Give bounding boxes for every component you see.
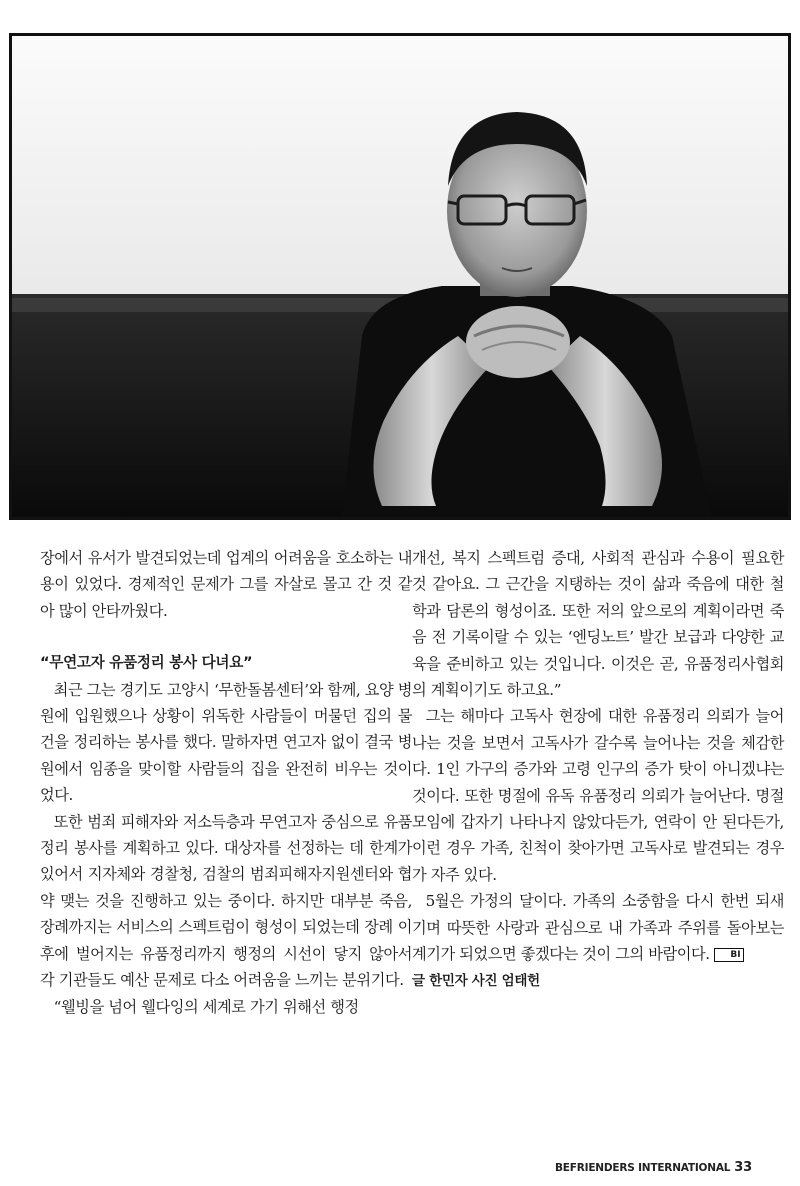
left-paragraph-3: 또한 범죄 피해자와 저소득층과 무연고자 중심으로 유품정리 봉사를 계획하고 있다. 대상자를 선정하는 데 한계가 있어서 지자체와 경찰청, 검찰의 범죄피해자지원센터와 협약 맺는 것을 진행하고 있는 중이다. 하지만 대부분 죽음, 장례까지는 서비스의 스펙트럼이 형성이 되었는데 장례 이후에 벌어지는 유품정리까지 행정의 시선이 닿지 않아서 각 기관들도 예산 문제로 다소 어려움을 느끼는 분위기다. — [40, 812, 412, 990]
right-paragraph-2: 그는 해마다 고독사 현장에 대한 유품정리 의뢰가 늘어나는 것을 보면서 고독사가 갈수록 늘어나는 것을 체감한다. 1인 가구의 증가와 고령 인구의 증가 탓이 아니겠냐는 것이다. 또한 명절에 유독 유품정리 의뢰가 늘어난다. 명절 모임에 갑자기 나타나지 않았다든가, 연락이 안 된다든가, 이런 경우 가족, 친척이 찾아가면 고독사로 발견되는 경우가 자주 있다. — [412, 707, 784, 884]
right-paragraph-1: 개선, 복지 스펙트럼 증대, 사회적 관심과 수용이 필요한 것 같아요. 그 근간을 지탱하는 것이 삶과 죽음에 대한 철학과 담론의 형성이죠. 또한 저의 앞으로의 계획이라면 죽음 전 기록이랄 수 있는 ‘엔딩노트’ 발간 보급과 다양한 교육을 준비하고 있는 것입니다. 이것은 곧, 유품정리사협회의 계획이기도 하고요.” — [412, 549, 784, 700]
portrait-photo — [9, 33, 791, 520]
section-subheading: “무연고자 유품정리 봉사 다녀요” — [40, 654, 253, 672]
left-paragraph-4: “웰빙을 넘어 웰다잉의 세계로 가기 위해선 행정 — [53, 997, 359, 1016]
right-column — [412, 545, 784, 994]
end-mark-icon: BI — [714, 948, 744, 962]
page-footer — [555, 1160, 752, 1175]
left-paragraph-2: 최근 그는 경기도 고양시 ‘무한돌봄센터’와 함께, 요양 병원에 입원했으나 상황이 위독한 사람들이 머물던 집의 물건을 정리하는 봉사를 했다. 말하자면 연고자 없이 결국 병원에서 임종을 맞이할 사람들의 집을 완전히 비우는 것이었다. — [40, 680, 412, 805]
author-credit: 글 한민자 사진 엄태헌 — [412, 972, 540, 989]
left-column — [40, 545, 412, 1020]
page-number: 33 — [734, 1160, 752, 1175]
right-paragraph-3-text: 5월은 가정의 달이다. 가족의 소중함을 다시 한번 되새기며 따뜻한 사랑과 관심으로 내 가족과 주위를 돌아보는 계기가 되었으면 좋겠다는 것이 그의 바람이다. — [412, 892, 784, 964]
portrait-illustration — [12, 36, 788, 517]
publication-name: BEFRIENDERS INTERNATIONAL — [554, 1162, 731, 1174]
left-paragraph-1: 장에서 유서가 발견되었는데 업계의 어려움을 호소하는 내용이 있었다. 경제적인 문제가 그를 자살로 몰고 간 것 같아 많이 안타까웠다. — [40, 549, 412, 620]
right-paragraph-3 — [412, 888, 784, 967]
